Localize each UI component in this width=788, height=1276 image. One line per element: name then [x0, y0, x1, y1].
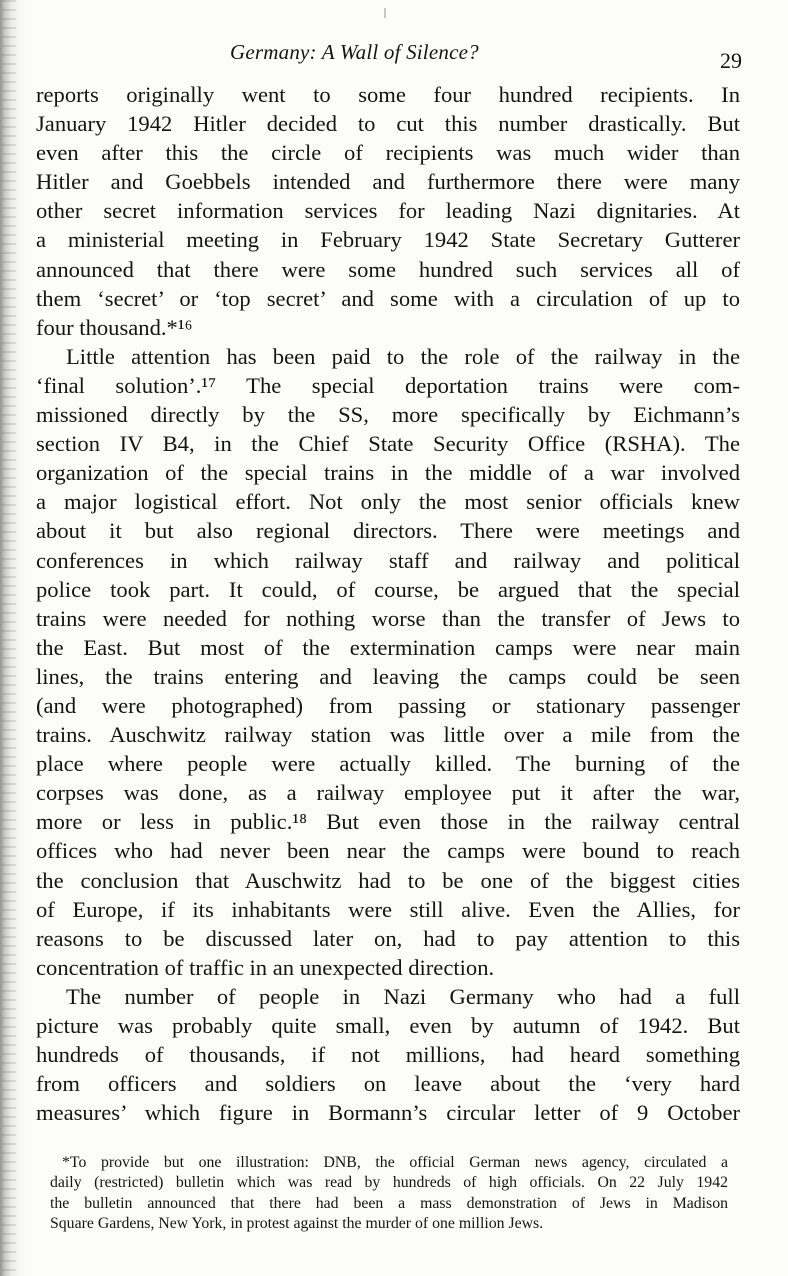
text-line: reasons to be discussed later on, had to pay attention to this — [36, 925, 740, 951]
text-line: section IV B4, in the Chief State Security Office (RSHA). The — [36, 431, 740, 457]
paragraph-end-line: four thousand.*¹⁶ — [36, 314, 193, 340]
footnote-line: *To provide but one illustration: DNB, the official German news agency, circulated a — [62, 1154, 728, 1171]
text-line: more or less in public.¹⁸ But even those in the railway central — [36, 809, 740, 835]
text-line: organization of the special trains in the middle of a war involved — [36, 460, 740, 486]
text-line: even after this the circle of recipients was much wider than — [36, 140, 740, 166]
text-line: place where people were actually killed. The burning of the — [36, 751, 740, 777]
text-line: trains were needed for nothing worse than the transfer of Jews to — [36, 605, 740, 631]
text-line: missioned directly by the SS, more specifically by Eichmann’s — [36, 402, 740, 428]
binding-speckle — [2, 0, 16, 1276]
text-line: them ‘secret’ or ‘top secret’ and some with a circulation of up to — [36, 285, 740, 311]
paragraph-start-line: The number of people in Nazi Germany who had a full — [66, 983, 740, 1009]
text-line: corpses was done, as a railway employee put it after the war, — [36, 780, 740, 806]
text-line: hundreds of thousands, if not millions, had heard something — [36, 1042, 740, 1068]
paragraph-start-line: Little attention has been paid to the role of the railway in the — [66, 343, 740, 369]
text-line: a major logistical effort. Not only the most senior officials knew — [36, 489, 740, 515]
text-line: of Europe, if its inhabitants were still alive. Even the Allies, for — [36, 896, 740, 922]
footnote-line: Square Gardens, New York, in protest against the murder of one million Jews. — [50, 1215, 544, 1233]
page-number: 29 — [720, 48, 742, 73]
footnote-line: the bulletin announced that there had been a mass demonstration of Jews in Madison — [50, 1194, 728, 1212]
paragraph-end-line: concentration of traffic in an unexpected direction. — [36, 954, 495, 980]
text-line: other secret information services for leading Nazi dignitaries. At — [36, 198, 740, 224]
text-line: a ministerial meeting in February 1942 State Secretary Gutterer — [36, 227, 740, 253]
text-line: (and were photographed) from passing or stationary passenger — [36, 692, 740, 718]
body-text — [36, 80, 740, 1127]
text-line: lines, the trains entering and leaving the camps could be seen — [36, 663, 740, 689]
text-line: January 1942 Hitler decided to cut this number drastically. But — [36, 111, 740, 137]
text-line: from officers and soldiers on leave about the ‘very hard — [36, 1071, 740, 1097]
text-line: offices who had never been near the camps were bound to reach — [36, 838, 740, 864]
text-line: trains. Auschwitz railway station was little over a mile from the — [36, 722, 740, 748]
text-line: the East. But most of the extermination camps were near main — [36, 634, 740, 660]
text-line: the conclusion that Auschwitz had to be one of the biggest cities — [36, 867, 740, 893]
text-line: ‘final solution’.¹⁷ The special deportation trains were com- — [36, 372, 740, 398]
scan-mark — [384, 8, 386, 18]
footnote-line: daily (restricted) bulletin which was read by hundreds of high officials. On 22 July 1942 — [50, 1174, 728, 1192]
footnote — [50, 1153, 728, 1235]
text-line: measures’ which figure in Bormann’s circular letter of 9 October — [36, 1100, 740, 1126]
text-line: picture was probably quite small, even by autumn of 1942. But — [36, 1013, 740, 1038]
running-head: Germany: A Wall of Silence? — [230, 40, 479, 64]
text-line: about it but also regional directors. There were meetings and — [36, 518, 740, 544]
text-line: police took part. It could, of course, be argued that the special — [36, 576, 740, 602]
text-line: announced that there were some hundred such services all of — [36, 256, 740, 282]
text-line: conferences in which railway staff and railway and political — [36, 547, 740, 573]
text-line: Hitler and Goebbels intended and furthermore there were many — [36, 169, 740, 195]
text-line: reports originally went to some four hundred recipients. In — [36, 82, 740, 107]
